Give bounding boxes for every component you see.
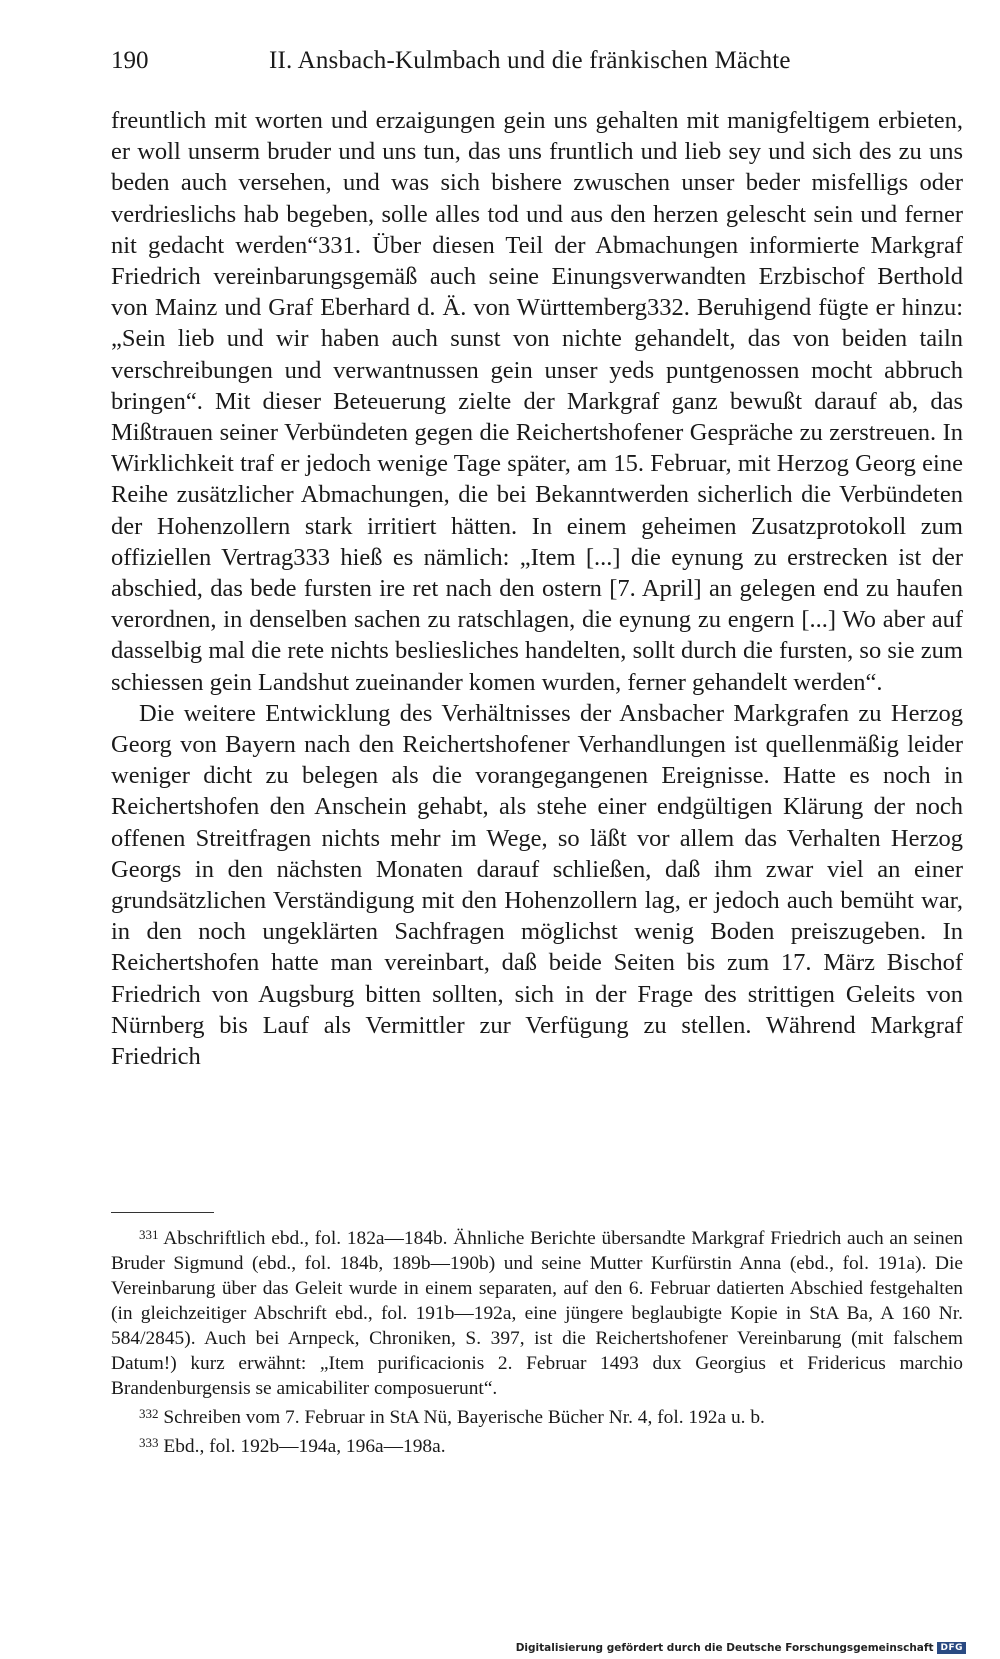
page-number: 190	[111, 47, 149, 74]
dfg-logo: DFG	[937, 1642, 966, 1654]
footnotes	[111, 1222, 963, 1459]
footnote-mark: 331	[139, 1227, 159, 1242]
footnote-text: Schreiben vom 7. Februar in StA Nü, Bayerische Bücher Nr. 4, fol. 192a u. b.	[163, 1407, 765, 1428]
running-title: II. Ansbach-Kulmbach und die fränkischen Mächte	[269, 47, 791, 74]
main-text	[111, 105, 963, 1072]
footnote-text: Abschriftlich ebd., fol. 182a—184b. Ähnliche Berichte übersandte Markgraf Friedrich auch an seinen Bruder Sigmund (ebd., fol. 184b, 189b—190b) und seine Mutter Kurfürstin Anna (ebd., fol. 191a). Die Vereinbarung über das Geleit wurde in einem separaten, auf den 6. Februar datierten Abschied festgehalten (in gleichzeitiger Abschrift ebd., fol. 191b—192a, eine jüngere beglaubigte Kopie in StA Ba, A 160 Nr. 584/2845). Auch bei Arnpeck, Chroniken, S. 397, ist die Reichertshofener Vereinbarung (mit falschem Datum!) kurz erwähnt: „Item purificacionis 2. Februar 1493 dux Georgius et Fridericus marchio Brandenburgensis se amicabiliter composuerunt“.	[111, 1228, 963, 1399]
digitization-note: Digitalisierung gefördert durch die Deutsche Forschungsgemeinschaft	[515, 1642, 934, 1654]
footnote-separator	[111, 1212, 214, 1213]
footnote-333	[111, 1430, 963, 1459]
footnote-331	[111, 1222, 963, 1401]
footnote-mark: 332	[139, 1406, 159, 1421]
paragraph-2: Die weitere Entwicklung des Verhältnisses der Ansbacher Markgrafen zu Herzog Georg von Bayern nach den Reichertshofener Verhandlungen ist quellenmäßig leider weniger dicht zu belegen als die vorangegangenen Ereignisse. Hatte es noch in Reichertshofen den Anschein gehabt, als stehe einer endgültigen Klärung der noch offenen Streitfragen nichts mehr im Wege, so läßt vor allem das Verhalten Herzog Georgs in den nächsten Monaten darauf schließen, daß ihm zwar viel an einer grundsätzlichen Verständigung mit den Hohenzollern lag, er jedoch auch bemüht war, in den noch ungeklärten Sachfragen möglichst wenig Boden preiszugeben. In Reichertshofen hatte man vereinbart, daß beide Seiten bis zum 17. März Bischof Friedrich von Augsburg bitten sollten, sich in der Frage des strittigen Geleits von Nürnberg bis Lauf als Vermittler zur Verfügung zu stellen. Während Markgraf Friedrich	[111, 699, 963, 1071]
footnote-mark: 333	[139, 1435, 159, 1450]
paragraph-1: freuntlich mit worten und erzaigungen gein uns gehalten mit manigfeltigem erbieten, er woll unserm bruder und uns tun, das uns fruntlich und lieb sey und sich des zu uns beden auch versehen, und was sich bishere zwuschen unser beder misfelligs oder verdrieslichs hab begeben, solle alles tod und aus den herzen gelescht sein und ferner nit gedacht werden“331. Über diesen Teil der Abmachungen informierte Markgraf Friedrich vereinbarungsgemäß auch seine Einungsverwandten Erzbischof Berthold von Mainz und Graf Eberhard d. Ä. von Württemberg332. Beruhigend fügte er hinzu: „Sein lieb und wir haben auch sunst von nichte gehandelt, das von beiden tailn verschreibungen und verwantnussen gein unser yeds puntgenossen mocht abbruch bringen“. Mit dieser Beteuerung zielte der Markgraf ganz bewußt darauf ab, das Mißtrauen seiner Verbündeten gegen die Reichertshofener Gespräche zu zerstreuen. In Wirklichkeit traf er jedoch wenige Tage später, am 15. Februar, mit Herzog Georg eine Reihe zusätzlicher Abmachungen, die bei Bekanntwerden sicherlich die Verbündeten der Hohenzollern stark irritiert hätten. In einem geheimen Zusatzprotokoll zum offiziellen Vertrag333 hieß es nämlich: „Item [...] die eynung zu erstrecken ist der abschied, das bede fursten ire ret nach den ostern [7. April] an gelegen end zu haufen verordnen, in denselben sachen zu ratschlagen, die eynung zu engern [...] Wo aber auf dasselbig mal die rete nichts besliesliches handelten, sollt durch die fursten, so sie zum schiessen gein Landshut zueinander komen wurden, ferner gehandelt werden“.	[111, 107, 963, 696]
footnote-text: Ebd., fol. 192b—194a, 196a—198a.	[163, 1436, 446, 1457]
footnote-332	[111, 1401, 963, 1430]
digitization-credit	[516, 1642, 966, 1654]
